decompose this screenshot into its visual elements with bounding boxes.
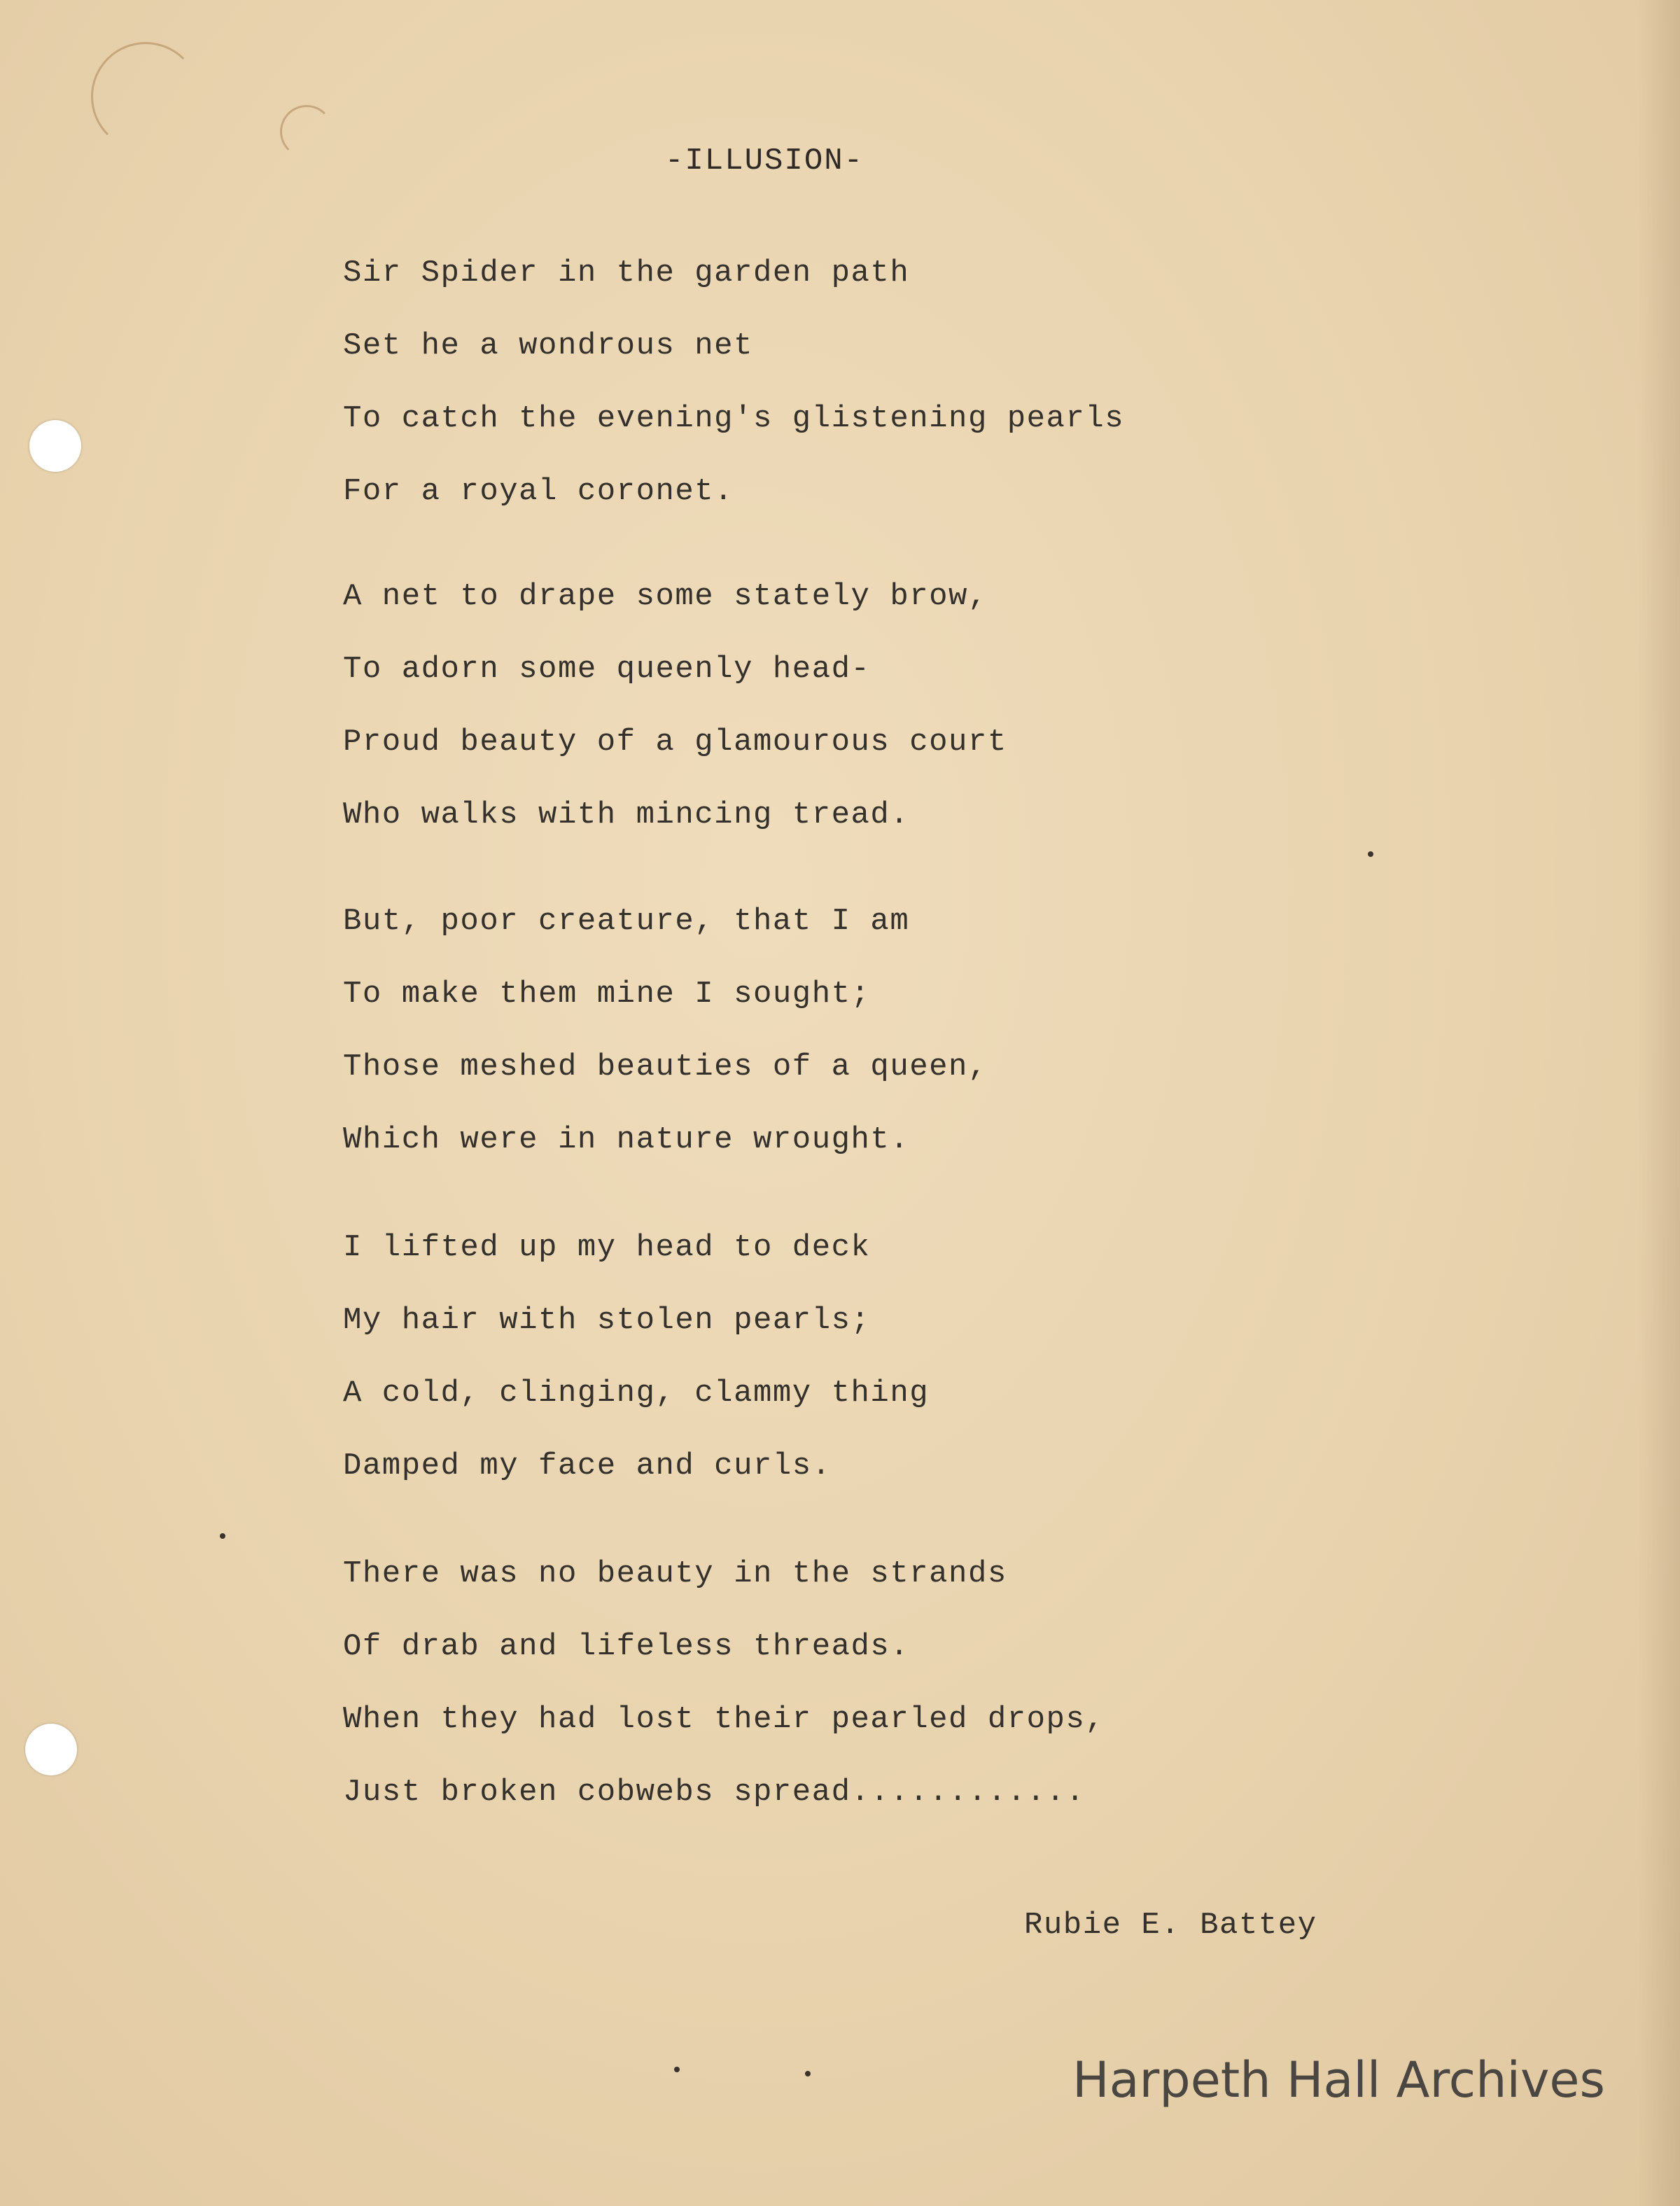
stanza-1 xyxy=(343,237,1124,528)
page-edge-shadow xyxy=(1638,0,1680,2206)
poem-line: To make them mine I sought; xyxy=(343,977,871,1012)
poem-line: A net to drape some stately brow, xyxy=(343,579,988,614)
poem-line: Those meshed beauties of a queen, xyxy=(343,1049,988,1084)
author-signature: Rubie E. Battey xyxy=(1024,1908,1317,1943)
poem-line: But, poor creature, that I am xyxy=(343,904,910,939)
ink-speck xyxy=(674,2067,680,2072)
poem-line: There was no beauty in the strands xyxy=(343,1556,1007,1591)
poem-line: A cold, clinging, clammy thing xyxy=(343,1376,930,1411)
stanza-5 xyxy=(343,1537,1105,1829)
ink-speck xyxy=(1368,851,1373,857)
punch-hole-top xyxy=(29,420,81,472)
poem-line: When they had lost their pearled drops, xyxy=(343,1702,1105,1737)
poem-line: Just broken cobwebs spread............ xyxy=(343,1775,1086,1810)
paper-stain xyxy=(280,105,333,158)
ink-speck xyxy=(805,2071,811,2076)
stanza-3 xyxy=(343,885,988,1176)
poem-line: Set he a wondrous net xyxy=(343,328,753,363)
stanza-2 xyxy=(343,560,1007,851)
poem-line: Who walks with mincing tread. xyxy=(343,797,910,832)
poem-line: Which were in nature wrought. xyxy=(343,1122,910,1157)
poem-line: My hair with stolen pearls; xyxy=(343,1303,871,1338)
archive-watermark: Harpeth Hall Archives xyxy=(1072,2051,1605,2109)
poem-line: To adorn some queenly head- xyxy=(343,652,871,687)
ink-speck xyxy=(220,1533,225,1539)
poem-line: I lifted up my head to deck xyxy=(343,1230,871,1265)
stanza-4 xyxy=(343,1211,929,1502)
punch-hole-bottom xyxy=(25,1724,77,1775)
paper-stain xyxy=(91,42,200,151)
poem-line: Of drab and lifeless threads. xyxy=(343,1629,910,1664)
poem-line: Damped my face and curls. xyxy=(343,1448,832,1484)
poem-line: For a royal coronet. xyxy=(343,474,734,509)
poem-line: Sir Spider in the garden path xyxy=(343,256,910,291)
poem-line: To catch the evening's glistening pearls xyxy=(343,401,1125,436)
poem-line: Proud beauty of a glamourous court xyxy=(343,725,1007,760)
poem-title: -ILLUSION- xyxy=(665,144,864,179)
